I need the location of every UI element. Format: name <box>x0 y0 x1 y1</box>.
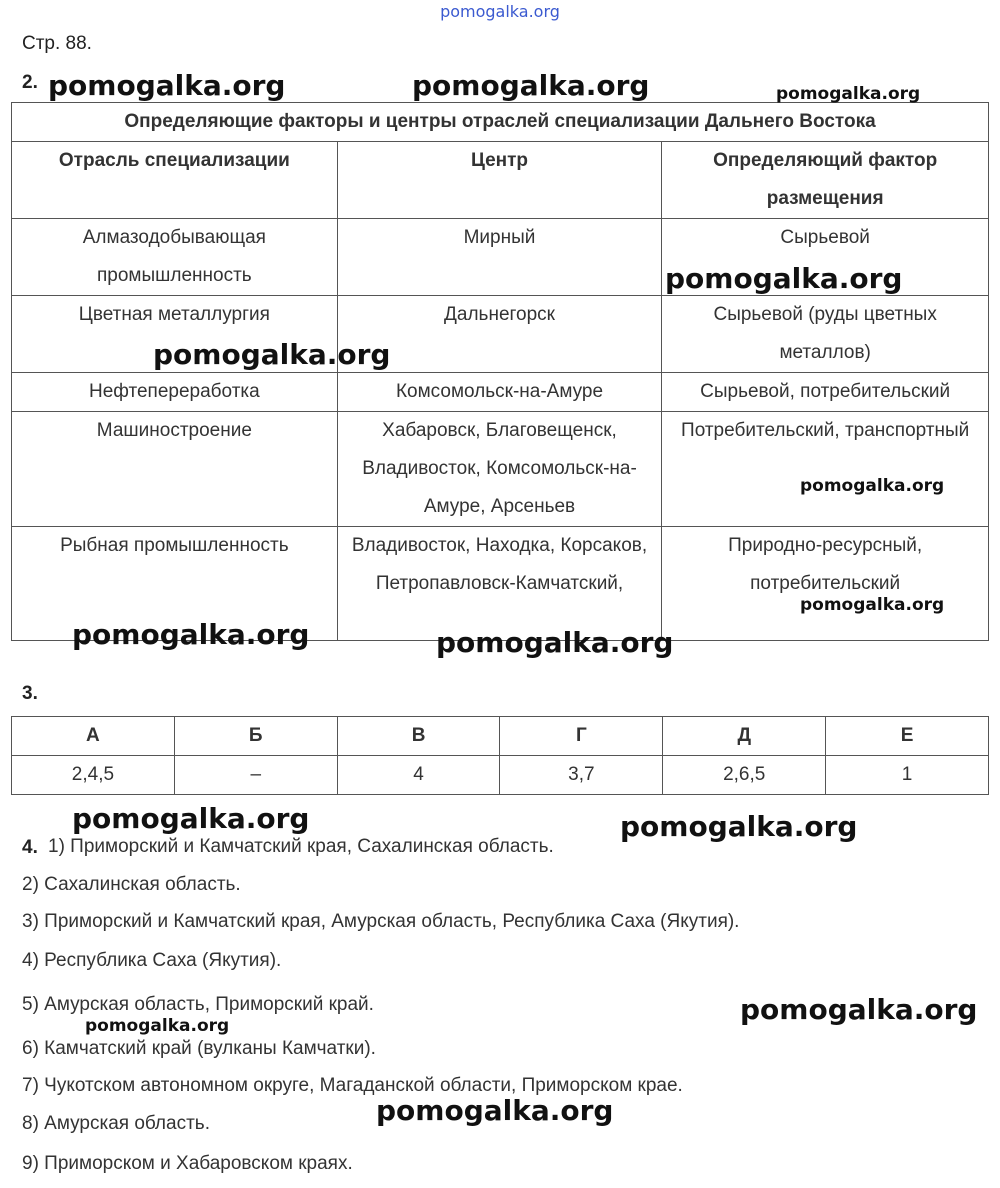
table-cell: 2,4,5 <box>12 756 175 795</box>
task-2-table <box>11 102 989 641</box>
table-cell: Природно-ресурсный, потребительский <box>662 527 989 641</box>
watermark: pomogalka.org <box>436 626 674 659</box>
list-item: 1) Приморский и Камчатский края, Сахалинская область. <box>48 836 554 857</box>
table-cell: Рыбная промышленность <box>12 527 338 641</box>
list-item: 7) Чукотском автономном округе, Магаданской области, Приморском крае. <box>22 1075 683 1096</box>
table-cell: Хабаровск, Благовещенск, Владивосток, Комсомольск-на-Амуре, Арсеньев <box>337 412 662 527</box>
watermark: pomogalka.org <box>412 69 650 102</box>
table-caption-row <box>12 103 989 142</box>
column-header-industry: Отрасль специализации <box>12 142 338 219</box>
watermark: pomogalka.org <box>376 1094 614 1127</box>
table-header-row <box>12 717 989 756</box>
column-header-d: Д <box>663 717 826 756</box>
column-header-a: А <box>12 717 175 756</box>
column-header-b: Б <box>174 717 337 756</box>
watermark: pomogalka.org <box>800 476 945 496</box>
watermark: pomogalka.org <box>48 69 286 102</box>
watermark: pomogalka.org <box>800 595 945 615</box>
table-cell: Сырьевой, потребительский <box>662 373 989 412</box>
list-item: 6) Камчатский край (вулканы Камчатки). <box>22 1038 376 1059</box>
table-cell: 3,7 <box>500 756 663 795</box>
table-cell: Мирный <box>337 219 662 296</box>
table-cell: Цветная металлургия <box>12 296 338 373</box>
table-cell: Комсомольск-на-Амуре <box>337 373 662 412</box>
list-item: 5) Амурская область, Приморский край. <box>22 994 374 1015</box>
list-item: 9) Приморском и Хабаровском краях. <box>22 1153 353 1174</box>
list-item: 3) Приморский и Камчатский края, Амурская область, Республика Саха (Якутия). <box>22 911 740 932</box>
table-cell: – <box>174 756 337 795</box>
task-4-number: 4. <box>22 837 38 858</box>
table-cell: 4 <box>337 756 500 795</box>
table-cell: Машиностроение <box>12 412 338 527</box>
watermark: pomogalka.org <box>776 84 921 104</box>
table-cell: 2,6,5 <box>663 756 826 795</box>
watermark: pomogalka.org <box>72 618 310 651</box>
list-item: 2) Сахалинская область. <box>22 874 241 895</box>
page-reference: Стр. 88. <box>22 33 92 54</box>
table-cell: Сырьевой (руды цветных металлов) <box>662 296 989 373</box>
column-header-v: В <box>337 717 500 756</box>
table-cell: Алмазодобывающая промышленность <box>12 219 338 296</box>
table-cell: Нефтепереработка <box>12 373 338 412</box>
watermark: pomogalka.org <box>620 810 858 843</box>
watermark-top: pomogalka.org <box>440 2 560 21</box>
column-header-g: Г <box>500 717 663 756</box>
table-row <box>12 756 989 795</box>
table-cell: Владивосток, Находка, Корсаков, Петропавловск-Камчатский, <box>337 527 662 641</box>
column-header-e: Е <box>826 717 989 756</box>
table-row <box>12 373 989 412</box>
table-cell: Сырьевой <box>662 219 989 296</box>
table-header-row <box>12 142 989 219</box>
task-3-table <box>11 716 989 795</box>
table-caption: Определяющие факторы и центры отраслей специализации Дальнего Востока <box>12 103 989 142</box>
column-header-center: Центр <box>337 142 662 219</box>
watermark: pomogalka.org <box>153 338 391 371</box>
table-cell: Дальнегорск <box>337 296 662 373</box>
list-item: 4) Республика Саха (Якутия). <box>22 950 282 971</box>
watermark: pomogalka.org <box>85 1016 230 1036</box>
watermark: pomogalka.org <box>665 262 903 295</box>
table-cell: Потребительский, транспортный <box>662 412 989 527</box>
task-2-number: 2. <box>22 72 38 93</box>
watermark: pomogalka.org <box>740 993 978 1026</box>
column-header-factor: Определяющий фактор размещения <box>662 142 989 219</box>
task-3-number: 3. <box>22 683 38 704</box>
watermark: pomogalka.org <box>72 802 310 835</box>
table-cell: 1 <box>826 756 989 795</box>
table-row <box>12 412 989 527</box>
list-item: 8) Амурская область. <box>22 1113 210 1134</box>
